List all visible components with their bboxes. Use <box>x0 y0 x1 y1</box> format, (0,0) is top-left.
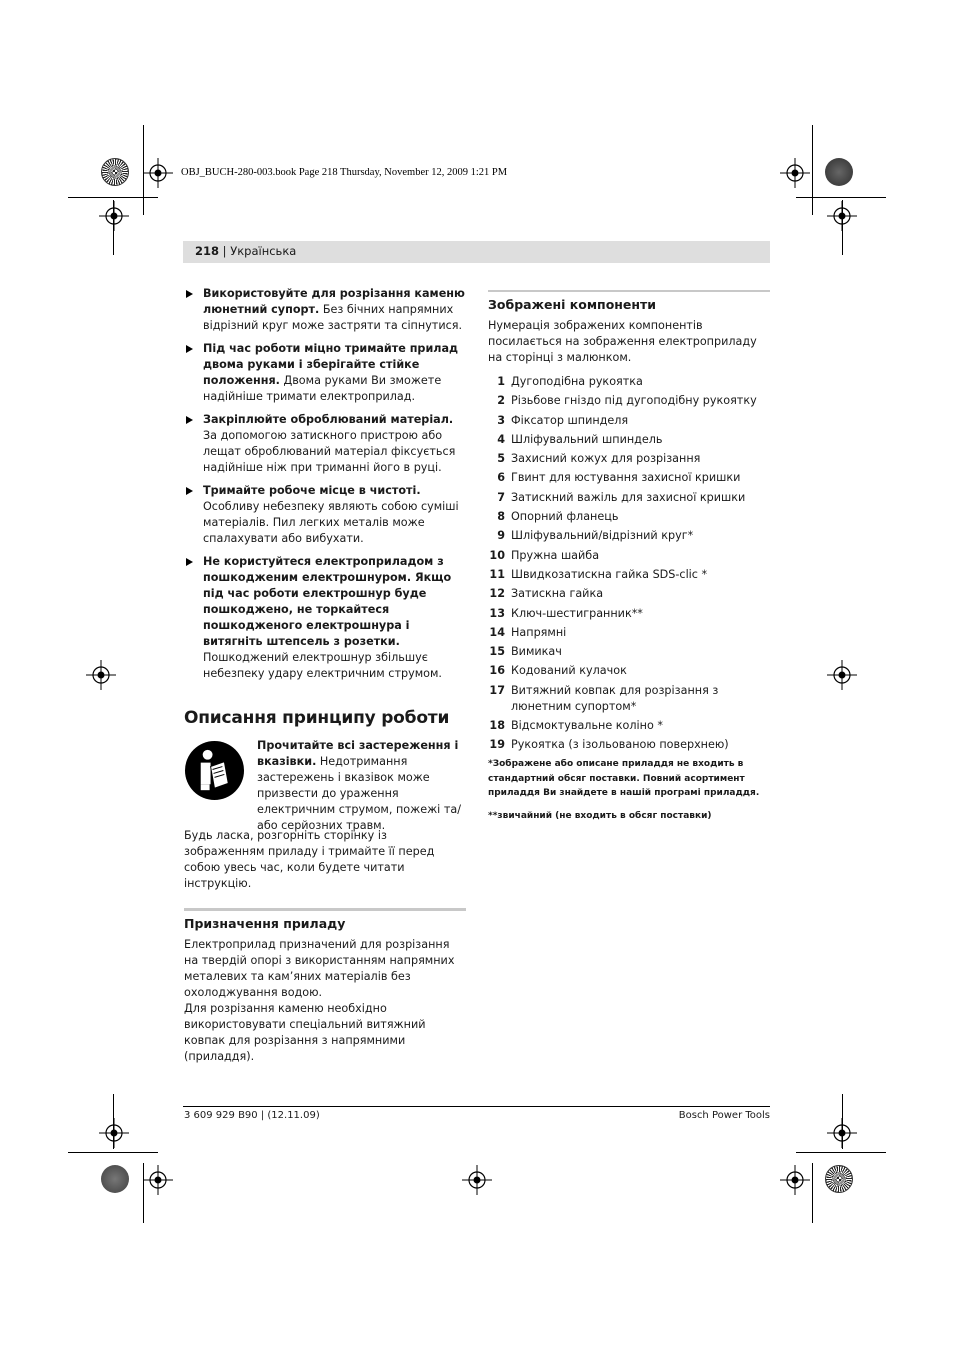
warning-item: Тримайте робоче місце в чистоті. Особливу небезпеку являють собою суміші матеріалів. Пил легких металів може спалахувати або вибухати. <box>184 483 466 547</box>
warning-item: Закріплюйте оброблюваний матеріал. За допомогою затискного пристрою або лещат оброблюваний матеріал фіксується надійніше ніж при триманні його в руці. <box>184 412 466 476</box>
crop-line <box>796 1152 886 1153</box>
list-item: 16 Кодований кулачок <box>489 664 627 678</box>
list-item: 7 Затискний важіль для захисної кришки <box>497 490 746 504</box>
registration-mark-icon <box>827 660 857 690</box>
list-item: 9 Шліфувальний/відрізний круг* <box>497 529 694 543</box>
list-item: 17 Витяжний ковпак для розрізання з люнетним супортом* <box>489 683 719 713</box>
warning-item: Під час роботи міцно тримайте прилад двома руками і зберігайте стійке положення. Двома руками Ви зможете надійніше тримати електроприлад. <box>184 341 466 405</box>
registration-mark-icon <box>143 1165 173 1195</box>
unfold-page-text: Будь ласка, розгорніть сторінку із зображенням приладу і тримайте її перед собою увесь час, коли будете читати інструкцію. <box>184 829 435 890</box>
list-item: 19 Рукоятка (з ізольованою поверхнею) <box>489 738 729 752</box>
list-item: 4 Шліфувальний шпиндель <box>497 432 663 446</box>
intended-use-para-2: Для розрізання каменю необхідно використовувати спеціальний витяжний ковпак для розрізання з напрямними (приладдя). <box>184 1002 426 1063</box>
list-item: 14 Напрямні <box>489 625 567 639</box>
bullet-triangle-icon <box>186 487 193 495</box>
warning-item: Не користуйтеся електроприладом з пошкодженим електрошнуром. Якщо під час роботи електрошнур буде пошкоджено, не торкайтеся пошкодженого електрошнура і витягніть штепсель з розетки. Пошкоджений електрошнур збільшує небезпеку удару електричним струмом. <box>184 554 466 682</box>
color-rosette-icon <box>101 1165 129 1193</box>
crop-line <box>812 125 813 215</box>
page-header <box>183 241 770 263</box>
registration-mark-icon <box>780 1165 810 1195</box>
registration-mark-icon <box>86 660 116 690</box>
registration-mark-icon <box>99 1118 129 1148</box>
section-divider <box>488 290 770 292</box>
components-intro: Нумерація зображених компонентів посилається на зображення електроприладу на сторінці з малюнком. <box>488 319 757 364</box>
list-item: 10 Пружна шайба <box>489 548 600 562</box>
bullet-triangle-icon <box>186 290 193 298</box>
crop-line <box>68 1152 158 1153</box>
bullet-triangle-icon <box>186 416 193 424</box>
standard-footnote: **звичайний (не входить в обсяг поставки) <box>488 810 712 821</box>
color-rosette-icon <box>101 158 129 186</box>
registration-mark-icon <box>827 201 857 231</box>
registration-mark-icon <box>99 201 129 231</box>
registration-mark-icon <box>143 158 173 188</box>
list-item: 3 Фіксатор шпинделя <box>497 413 629 427</box>
accessory-footnote: *Зображене або описане приладдя не входить в стандартний обсяг поставки. Повний асортимент приладдя Ви знайдете в нашій програмі приладдя. <box>488 759 760 799</box>
registration-mark-icon <box>780 158 810 188</box>
list-item: 12 Затискна гайка <box>489 587 604 601</box>
list-item: 18 Відсмоктувальне коліно * <box>489 719 663 733</box>
right-column <box>488 286 770 823</box>
print-slug: OBJ_BUCH-280-003.book Page 218 Thursday, November 12, 2009 1:21 PM <box>181 167 508 178</box>
bullet-triangle-icon <box>186 558 193 566</box>
section-divider <box>184 908 466 911</box>
list-item: 6 Гвинт для юстування захисної кришки <box>497 471 741 485</box>
header-language: Українська <box>230 244 297 258</box>
read-instructions-block <box>184 738 466 832</box>
color-rosette-icon <box>825 1165 853 1193</box>
header-separator: | <box>219 244 231 258</box>
intended-use-title: Призначення приладу <box>184 916 346 931</box>
registration-mark-icon <box>462 1165 492 1195</box>
list-item: 5 Захисний кожух для розрізання <box>497 452 701 466</box>
components-list <box>488 374 770 753</box>
list-item: 8 Опорний фланець <box>497 510 619 524</box>
bullet-triangle-icon <box>186 345 193 353</box>
list-item: 1 Дугоподібна рукоятка <box>497 375 643 388</box>
left-column <box>184 286 466 1065</box>
section-title: Описання принципу роботи <box>184 708 450 728</box>
footer-brand: Bosch Power Tools <box>678 1110 770 1121</box>
warning-item: Використовуйте для розрізання каменю люнетний супорт. Без бічних напрямних відрізний круг може застряти та сіпнутися. <box>184 286 466 334</box>
page-number: 218 <box>195 244 220 258</box>
crop-line <box>68 197 158 198</box>
read-instructions-text: Прочитайте всі застереження і вказівки. Недотримання застережень і вказівок може призвести до ураження електричним струмом, пожежі та/або серйозних травм. <box>257 739 461 832</box>
list-item: 13 Ключ-шестигранник** <box>489 606 643 620</box>
footer-doc-number: 3 609 929 B90 | (12.11.09) <box>184 1110 320 1121</box>
crop-line <box>812 1163 813 1223</box>
components-title: Зображені компоненти <box>488 297 657 312</box>
intended-use-para-1: Електроприлад призначений для розрізання на твердій опорі з використанням напрямних металевих та кам’яних матеріалів без охолоджування водою. <box>184 938 455 999</box>
crop-line <box>796 197 886 198</box>
read-manual-icon <box>184 740 245 801</box>
list-item: 2 Різьбове гніздо під дугоподібну рукоятку <box>497 394 757 408</box>
registration-mark-icon <box>827 1118 857 1148</box>
footer-rule <box>183 1106 770 1107</box>
color-rosette-icon <box>825 158 853 186</box>
list-item: 15 Вимикач <box>489 645 562 659</box>
list-item: 11 Швидкозатискна гайка SDS-clic * <box>489 567 708 581</box>
